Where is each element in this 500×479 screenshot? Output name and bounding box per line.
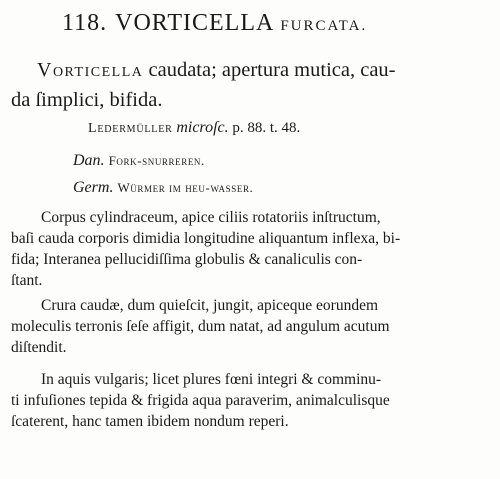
paragraph-2-line: moleculis terronis ſeſe affigit, dum natat, ad angulum acutum [11,318,390,335]
genus-name: VORTICELLA [115,10,275,36]
entry-heading [62,11,367,35]
paragraph-2-line: Crura caudæ, dum quieſcit, jungit, apiceque eorundem [41,297,379,314]
paragraph-3-line: In aquis vulgaris; licet plures fœni integri & comminu- [41,371,382,388]
diagnosis-line-1 [37,60,396,81]
diagnosis-text-1: caudata; apertura mutica, cau- [143,59,396,81]
german-label: Germ. [73,179,114,196]
danish-name [73,153,205,169]
reference-author: Ledermüller [88,121,173,136]
danish-label: Dan. [73,152,105,169]
entry-number: 118. [62,10,108,36]
species-name: FURCATA. [280,18,368,34]
paragraph-2-line: diſtendit. [11,339,67,356]
danish-value: Fork-snurreren. [108,153,205,168]
paragraph-3-line: ſcaterent, hanc tamen ibidem nondum reperi. [11,413,289,430]
diagnosis-line-2: da ſimplici, bifida. [11,89,163,111]
literature-reference [88,120,300,136]
german-value: Würmer im heu-wasser. [117,180,254,195]
paragraph-1-line: baſi cauda corporis dimidia longitudine aliquantum inflexa, bi- [11,230,401,247]
german-name [73,180,253,196]
paragraph-3-line: ti infuſiones tepida & frigida aqua paraverim, animalculisque [11,392,390,409]
reference-work: microſc. [176,119,229,136]
diagnosis-genus: Vorticella [37,59,144,81]
reference-pages: p. 88. t. 48. [232,120,301,136]
paragraph-1-line: fida; Interanea pellucidiſſima globulis & canaliculis con- [11,251,363,268]
paragraph-1-line: ſtant. [11,272,43,289]
paragraph-1-line: Corpus cylindraceum, apice ciliis rotatoriis inſtructum, [41,209,381,226]
